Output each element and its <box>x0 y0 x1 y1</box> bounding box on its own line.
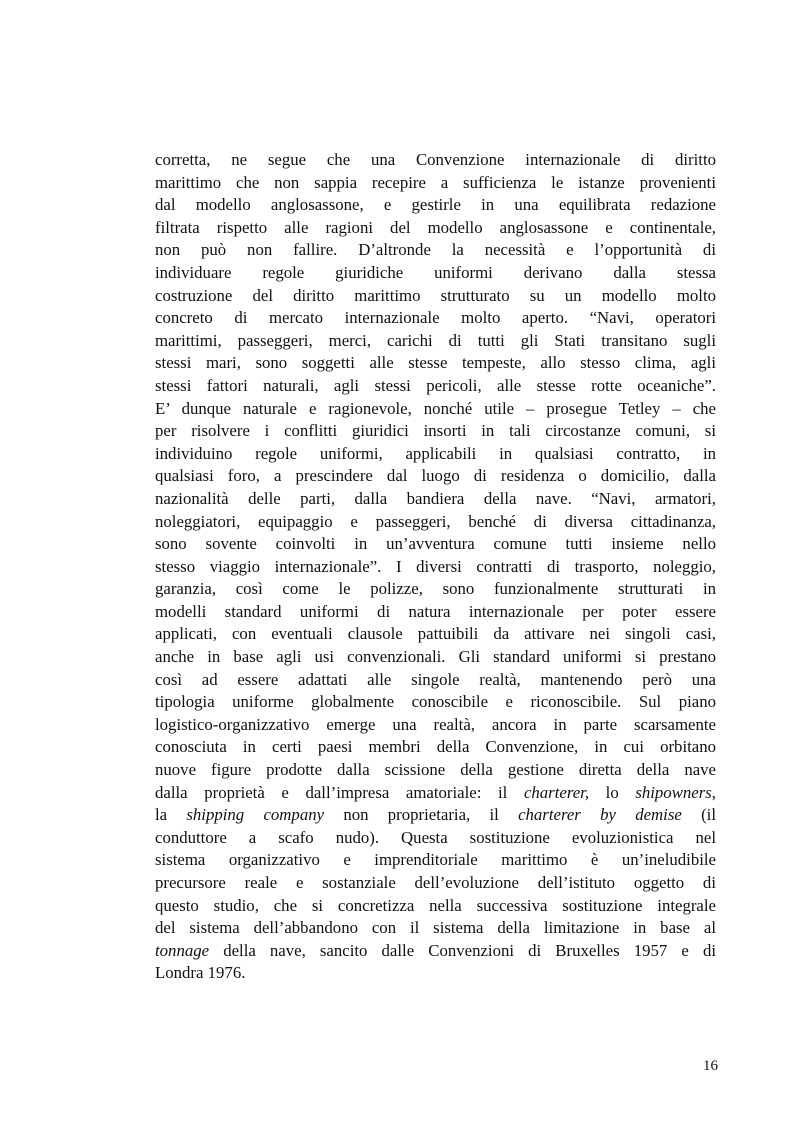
text-line <box>155 194 716 217</box>
text-segment: stesso viaggio internazionale”. I diversi contratti di trasporto, noleggio, <box>155 556 716 576</box>
text-segment: sono sovente coinvolti in un’avventura comune tutti insieme nello <box>155 534 716 554</box>
text-segment: individuino regole uniformi, applicabili in qualsiasi contratto, in <box>155 443 716 463</box>
text-segment: dalla proprietà e dall’impresa amatoriale: il <box>155 782 524 802</box>
text-line <box>155 352 716 375</box>
text-line <box>155 398 716 421</box>
text-segment: costruzione del diritto marittimo strutturato su un modello molto <box>155 285 716 305</box>
text-line <box>155 623 716 646</box>
text-segment: conosciuta in certi paesi membri della Convenzione, in cui orbitano <box>155 737 716 757</box>
text-line <box>155 872 716 895</box>
text-line <box>155 533 716 556</box>
text-line <box>155 465 716 488</box>
text-segment: marittimi, passeggeri, merci, carichi di tutti gli Stati transitano sugli <box>155 330 716 350</box>
text-segment: nuove figure prodotte dalla scissione della gestione diretta della nave <box>155 760 716 780</box>
body-paragraph <box>155 149 716 985</box>
text-line <box>155 714 716 737</box>
text-segment: qualsiasi foro, a prescindere dal luogo di residenza o domicilio, dalla <box>155 466 716 486</box>
text-line <box>155 511 716 534</box>
italic-term: shipowners <box>635 782 712 802</box>
text-segment: (il <box>681 805 716 825</box>
text-segment: per risolvere i conflitti giuridici insorti in tali circostanze comuni, si <box>155 421 716 441</box>
text-segment: garanzia, così come le polizze, sono funzionalmente strutturati in <box>155 579 716 599</box>
text-line <box>155 420 716 443</box>
page-number: 16 <box>703 1058 718 1074</box>
text-segment: del sistema dell’abbandono con il sistema della limitazione in base al <box>155 918 716 938</box>
text-segment: E’ dunque naturale e ragionevole, nonché utile – prosegue Tetley – che <box>155 398 716 418</box>
text-segment: tipologia uniforme globalmente conoscibile e riconoscibile. Sul piano <box>155 692 716 712</box>
text-line <box>155 804 716 827</box>
text-segment: anche in base agli usi convenzionali. Gli standard uniformi si prestano <box>155 647 716 667</box>
text-segment: marittimo che non sappia recepire a sufficienza le istanze provenienti <box>155 172 716 192</box>
text-line <box>155 556 716 579</box>
text-segment: concreto di mercato internazionale molto aperto. “Navi, operatori <box>155 308 716 328</box>
text-line <box>155 285 716 308</box>
text-segment: logistico-organizzativo emerge una realtà, ancora in parte scarsamente <box>155 714 716 734</box>
text-line <box>155 849 716 872</box>
text-line <box>155 646 716 669</box>
text-segment: individuare regole giuridiche uniformi derivano dalla stessa <box>155 262 716 282</box>
text-segment: la <box>155 805 187 825</box>
text-segment: nazionalità delle parti, dalla bandiera della nave. “Navi, armatori, <box>155 488 716 508</box>
text-line <box>155 895 716 918</box>
text-segment: applicati, con eventuali clausole pattuibili da attivare nei singoli casi, <box>155 624 716 644</box>
text-line <box>155 736 716 759</box>
text-segment: non può non fallire. D’altronde la necessità e l’opportunità di <box>155 240 716 260</box>
text-segment: non proprietaria, il <box>324 805 519 825</box>
text-segment: stessi fattori naturali, agli stessi pericoli, alle stesse rotte oceaniche”. <box>155 375 716 395</box>
text-line <box>155 375 716 398</box>
text-line <box>155 601 716 624</box>
italic-term: shipping company <box>186 805 325 825</box>
text-segment: dal modello anglosassone, e gestirle in una equilibrata redazione <box>155 195 716 215</box>
text-segment: lo <box>589 782 636 802</box>
italic-term: charterer, <box>523 782 590 802</box>
text-line <box>155 443 716 466</box>
italic-term: charterer by demise <box>518 805 682 825</box>
text-line <box>155 307 716 330</box>
text-segment: sistema organizzativo e imprenditoriale marittimo è un’ineludibile <box>155 850 716 870</box>
text-line <box>155 940 716 963</box>
text-segment: modelli standard uniformi di natura internazionale per poter essere <box>155 601 716 621</box>
text-segment: filtrata rispetto alle ragioni del modello anglosassone e continentale, <box>155 217 716 237</box>
text-line <box>155 962 716 985</box>
text-line <box>155 149 716 172</box>
text-segment: corretta, ne segue che una Convenzione internazionale di diritto <box>155 150 716 169</box>
text-line <box>155 488 716 511</box>
text-line <box>155 827 716 850</box>
text-line <box>155 578 716 601</box>
text-line <box>155 691 716 714</box>
text-line <box>155 262 716 285</box>
text-segment: della nave, sancito dalle Convenzioni di Bruxelles 1957 e di <box>209 940 716 960</box>
text-segment: Londra 1976. <box>155 963 246 983</box>
text-line <box>155 217 716 240</box>
text-segment: , <box>711 782 716 802</box>
text-line <box>155 172 716 195</box>
text-line <box>155 239 716 262</box>
text-segment: precursore reale e sostanziale dell’evoluzione dell’istituto oggetto di <box>155 873 716 892</box>
text-segment: questo studio, che si concretizza nella successiva sostituzione integrale <box>155 895 716 915</box>
text-line <box>155 669 716 692</box>
text-segment: stessi mari, sono soggetti alle stesse tempeste, allo stesso clima, agli <box>155 353 716 373</box>
italic-term: tonnage <box>155 940 210 960</box>
text-line <box>155 759 716 782</box>
text-line <box>155 917 716 940</box>
text-segment: noleggiatori, equipaggio e passeggeri, benché di diversa cittadinanza, <box>155 511 716 531</box>
text-segment: così ad essere adattati alle singole realtà, mantenendo però una <box>155 669 716 689</box>
text-segment: conduttore a scafo nudo). Questa sostituzione evoluzionistica nel <box>155 827 716 847</box>
text-line <box>155 330 716 353</box>
text-line <box>155 782 716 805</box>
